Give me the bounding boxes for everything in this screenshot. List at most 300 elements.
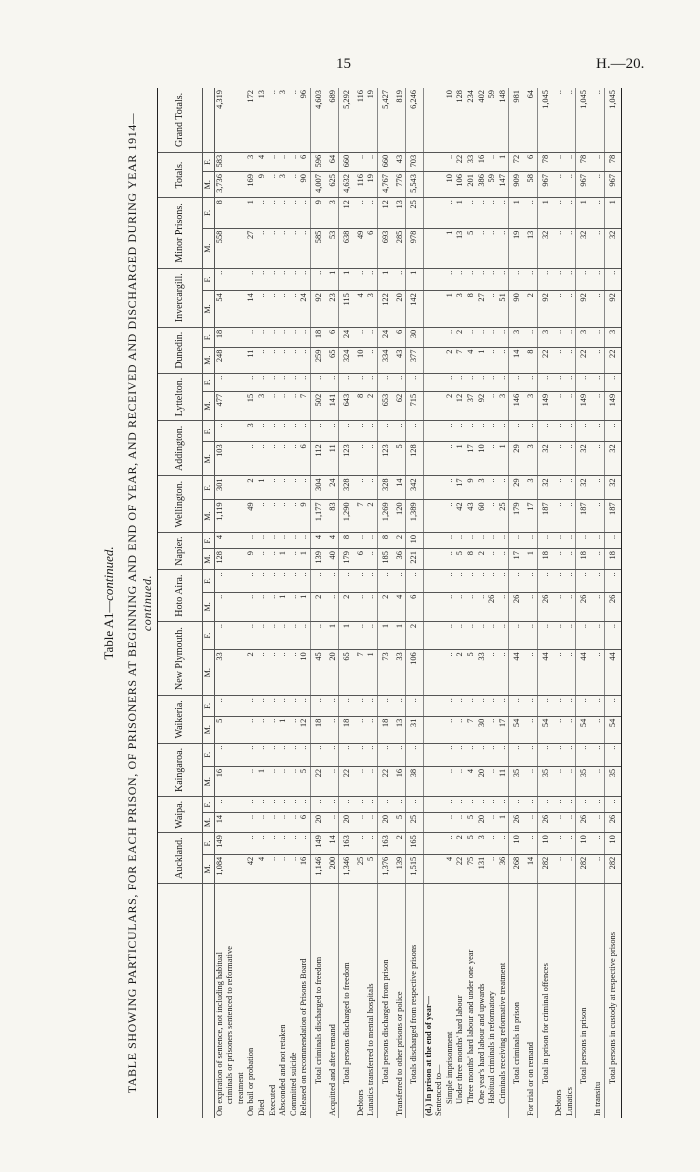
male-subheader: M. [203, 291, 215, 328]
table-cell: 7 [455, 347, 466, 373]
table-cell: 324 [339, 347, 356, 373]
table-cell: 1 [377, 621, 394, 649]
table-cell: .. [526, 532, 537, 548]
table-cell: 1,084 [214, 854, 225, 883]
table-cell: .. [246, 766, 257, 796]
table-cell: .. [466, 421, 477, 442]
table-cell: .. [487, 268, 498, 291]
table-cell: 16 [299, 854, 310, 883]
table-cell: .. [554, 291, 565, 328]
table-cell: .. [268, 532, 279, 548]
table-cell: .. [356, 696, 367, 717]
table-cell: 90 [299, 172, 310, 198]
table-cell: .. [593, 766, 604, 796]
table-cell: 62 [395, 391, 406, 421]
table-cell: .. [445, 696, 456, 717]
table-cell: 6 [526, 152, 537, 171]
table-cell: .. [214, 373, 225, 391]
table-cell: .. [257, 696, 268, 717]
table-cell: 33 [214, 650, 225, 696]
table-cell: 502 [310, 391, 327, 421]
table-cell: .. [356, 198, 367, 229]
table-cell [423, 391, 434, 421]
table-cell: 26 [509, 592, 526, 621]
table-cell: 248 [214, 347, 225, 373]
table-cell: 20 [477, 766, 488, 796]
table-cell: .. [565, 833, 576, 855]
table-cell [236, 766, 247, 796]
row-label: Total persons discharged to freedom [339, 884, 356, 1119]
table-cell: .. [526, 373, 537, 391]
table-cell: 5 [466, 833, 477, 855]
table-cell: .. [455, 743, 466, 766]
table-cell: 4 [466, 347, 477, 373]
table-row [356, 88, 367, 1118]
table-cell: .. [455, 812, 466, 832]
table-cell: .. [537, 743, 554, 766]
table-cell: .. [299, 532, 310, 548]
table-cell: 116 [356, 88, 367, 152]
table-cell: .. [278, 812, 289, 832]
table-cell: .. [477, 198, 488, 229]
table-row [565, 88, 576, 1118]
male-subheader: M. [203, 500, 215, 533]
table-cell: .. [257, 621, 268, 649]
table-cell: .. [278, 291, 289, 328]
row-label: On bail or probation [246, 1047, 256, 1116]
table-cell [423, 88, 434, 152]
table-cell [236, 500, 247, 533]
table-cell: 75 [466, 854, 477, 883]
table-cell [236, 696, 247, 717]
table-cell: 1 [477, 347, 488, 373]
female-subheader: F. [203, 743, 215, 766]
table-cell: 14 [509, 347, 526, 373]
table-cell: .. [246, 743, 257, 766]
table-row [487, 88, 498, 1118]
table-cell: 10 [445, 172, 456, 198]
table-cell: 25 [498, 500, 509, 533]
table-cell: 17 [498, 716, 509, 743]
table-cell: 149 [576, 391, 593, 421]
table-cell: .. [310, 373, 327, 391]
table-cell: .. [366, 476, 377, 500]
table-cell: .. [477, 228, 488, 268]
row-label: For trial or on remand [526, 1042, 536, 1116]
table-cell: .. [289, 327, 300, 347]
table-cell: .. [257, 500, 268, 533]
table-cell: .. [565, 570, 576, 592]
table-cell: .. [565, 532, 576, 548]
table-cell: .. [406, 373, 424, 391]
table-cell: .. [487, 621, 498, 649]
table-cell: .. [477, 268, 488, 291]
table-cell: .. [406, 797, 424, 813]
table-cell: .. [466, 570, 477, 592]
table-caption-suffix: —continued. [125, 112, 154, 632]
table-cell: .. [268, 570, 279, 592]
row-label: Three months' hard labour and under one year [466, 949, 476, 1104]
table-cell [423, 696, 434, 717]
table-cell [423, 476, 434, 500]
table-cell: .. [278, 442, 289, 476]
male-subheader: M. [203, 391, 215, 421]
table-cell: 9 [257, 172, 268, 198]
table-cell: .. [278, 743, 289, 766]
table-cell [225, 391, 236, 421]
table-cell: 22 [377, 766, 394, 796]
table-cell [225, 421, 236, 442]
table-cell: .. [356, 570, 367, 592]
table-cell: .. [268, 88, 279, 152]
table-cell: .. [310, 743, 327, 766]
table-cell: 179 [339, 549, 356, 570]
table-cell [225, 442, 236, 476]
table-cell: .. [509, 621, 526, 649]
table-cell: .. [477, 621, 488, 649]
table-cell: .. [445, 442, 456, 476]
table-cell: .. [593, 500, 604, 533]
table-cell: 6 [328, 327, 339, 347]
table-cell [236, 854, 247, 883]
table-cell: 5,292 [339, 88, 356, 152]
table-cell: 35 [576, 766, 593, 796]
table-cell: .. [377, 570, 394, 592]
rotated-table-page [95, 88, 695, 1118]
table-cell: 149 [310, 833, 327, 855]
table-cell [236, 373, 247, 391]
table-cell [434, 500, 445, 533]
table-cell: .. [604, 797, 622, 813]
table-cell: .. [604, 743, 622, 766]
table-cell [236, 650, 247, 696]
table-cell: 123 [339, 442, 356, 476]
table-cell: 1 [246, 198, 257, 229]
row-label: Lunatics transferred to mental hospitals [366, 983, 376, 1116]
table-cell: 1 [257, 766, 268, 796]
table-cell: .. [328, 592, 339, 621]
table-cell: .. [445, 570, 456, 592]
table-cell: .. [299, 198, 310, 229]
table-cell [225, 549, 236, 570]
table-cell: 8 [466, 291, 477, 328]
table-cell: .. [214, 797, 225, 813]
table-cell: .. [328, 373, 339, 391]
table-cell: 43 [466, 500, 477, 533]
table-cell: 13 [257, 88, 268, 152]
table-cell: .. [278, 228, 289, 268]
table-cell: .. [328, 812, 339, 832]
table-cell: .. [246, 797, 257, 813]
table-cell: .. [356, 532, 367, 548]
table-row [257, 88, 268, 1118]
table-cell [225, 766, 236, 796]
table-cell: .. [565, 291, 576, 328]
table-cell: 10 [477, 442, 488, 476]
table-cell: .. [328, 766, 339, 796]
table-cell: 4 [310, 532, 327, 548]
male-subheader: M. [203, 172, 215, 198]
table-cell: 1,269 [377, 500, 394, 533]
table-cell: 8 [526, 347, 537, 373]
male-subheader: M. [203, 592, 215, 621]
table-cell: .. [593, 570, 604, 592]
column-header: Invercargill. [158, 268, 203, 327]
row-label: Total persons in custody at respective prisons [604, 884, 622, 1119]
table-cell: .. [278, 500, 289, 533]
row-label: Total in prison for criminal offences [537, 884, 554, 1119]
table-cell: 1,389 [406, 500, 424, 533]
table-cell: .. [487, 476, 498, 500]
table-cell: .. [498, 592, 509, 621]
table-cell: .. [366, 833, 377, 855]
table-cell: 234 [466, 88, 477, 152]
table-cell: .. [257, 291, 268, 328]
table-cell: .. [366, 373, 377, 391]
table-cell: 54 [576, 716, 593, 743]
table-cell: .. [339, 373, 356, 391]
table-cell: 22 [604, 347, 622, 373]
male-subheader: M. [203, 347, 215, 373]
table-cell [225, 268, 236, 291]
table-cell: .. [526, 421, 537, 442]
table-cell: .. [268, 812, 279, 832]
table-cell: 139 [310, 549, 327, 570]
table-cell: .. [509, 743, 526, 766]
table-row [554, 88, 565, 1118]
table-cell [236, 421, 247, 442]
table-cell: .. [268, 549, 279, 570]
table-cell: .. [466, 743, 477, 766]
table-cell: .. [366, 743, 377, 766]
table-cell: .. [604, 570, 622, 592]
table-cell: .. [526, 268, 537, 291]
table-cell [236, 88, 247, 152]
table-cell: .. [604, 621, 622, 649]
table-cell: 49 [356, 228, 367, 268]
column-header: New Plymouth. [158, 621, 203, 695]
female-subheader: F. [203, 532, 215, 548]
table-cell: .. [554, 476, 565, 500]
table-cell: .. [593, 373, 604, 391]
table-cell: .. [593, 743, 604, 766]
table-cell: .. [498, 476, 509, 500]
table-cell: 2 [395, 833, 406, 855]
table-cell: .. [356, 833, 367, 855]
table-cell: 11 [328, 442, 339, 476]
table-cell: 149 [604, 391, 622, 421]
table-cell: .. [576, 743, 593, 766]
table-cell: .. [593, 833, 604, 855]
table-cell [434, 373, 445, 391]
table-cell: 819 [395, 88, 406, 152]
table-cell: .. [377, 373, 394, 391]
table-cell: .. [526, 570, 537, 592]
table-cell: .. [445, 268, 456, 291]
table-cell: .. [604, 373, 622, 391]
table-cell: .. [278, 327, 289, 347]
table-cell: .. [466, 797, 477, 813]
table-cell: 5 [214, 716, 225, 743]
table-cell: .. [565, 421, 576, 442]
table-cell: 8 [377, 532, 394, 548]
table-cell: .. [257, 532, 268, 548]
table-name-suffix: —continued. [101, 546, 116, 613]
table-cell: 2 [445, 347, 456, 373]
table-cell [225, 650, 236, 696]
table-cell: .. [526, 650, 537, 696]
male-subheader: M. [203, 766, 215, 796]
table-cell: .. [299, 373, 310, 391]
table-cell: 92 [576, 291, 593, 328]
table-cell: .. [466, 621, 477, 649]
table-cell: .. [537, 621, 554, 649]
table-cell: 3,736 [214, 172, 225, 198]
table-cell: 43 [395, 347, 406, 373]
table-cell: 5 [455, 549, 466, 570]
table-cell: .. [214, 421, 225, 442]
table-cell: .. [554, 650, 565, 696]
table-cell: .. [445, 198, 456, 229]
table-cell: 24 [377, 327, 394, 347]
table-cell [434, 327, 445, 347]
page-number: 15 [336, 56, 351, 72]
table-cell: .. [366, 268, 377, 291]
table-cell: .. [328, 716, 339, 743]
table-cell: 5 [466, 812, 477, 832]
table-cell: 1 [339, 621, 356, 649]
table-cell: .. [554, 854, 565, 883]
table-cell: 31 [406, 716, 424, 743]
table-cell: .. [289, 797, 300, 813]
table-cell: 2 [455, 327, 466, 347]
table-cell: 967 [576, 172, 593, 198]
table-cell: 172 [246, 88, 257, 152]
column-header: Wellington. [158, 476, 203, 533]
table-row [526, 88, 537, 1118]
table-cell: 1 [328, 268, 339, 291]
table-cell: .. [289, 88, 300, 152]
table-cell: .. [257, 327, 268, 347]
table-cell: .. [299, 476, 310, 500]
table-cell: 116 [356, 172, 367, 198]
table-cell: 78 [604, 152, 622, 171]
table-cell: .. [487, 500, 498, 533]
table-cell [423, 347, 434, 373]
table-row [537, 88, 554, 1118]
table-cell [434, 88, 445, 152]
table-cell: .. [289, 549, 300, 570]
table-cell: .. [278, 621, 289, 649]
table-cell: 5 [395, 812, 406, 832]
table-cell: .. [268, 327, 279, 347]
table-cell [236, 391, 247, 421]
table-cell: .. [268, 766, 279, 796]
table-cell: 29 [509, 476, 526, 500]
row-label: Acquitted and after remand [327, 1024, 337, 1116]
table-cell: .. [246, 696, 257, 717]
table-cell: 8 [356, 391, 367, 421]
table-cell: 1 [604, 198, 622, 229]
table-cell [225, 592, 236, 621]
table-cell: 6,246 [406, 88, 424, 152]
table-cell: .. [593, 696, 604, 717]
table-cell: .. [356, 621, 367, 649]
table-cell: .. [299, 347, 310, 373]
table-cell [423, 500, 434, 533]
table-cell: 10 [537, 833, 554, 855]
table-cell: .. [310, 268, 327, 291]
table-cell: 26 [604, 812, 622, 832]
table-cell [236, 549, 247, 570]
table-cell: .. [257, 549, 268, 570]
table-cell: .. [445, 152, 456, 171]
table-cell: .. [455, 570, 466, 592]
table-cell [423, 743, 434, 766]
table-cell: .. [498, 421, 509, 442]
female-subheader: F. [203, 476, 215, 500]
table-row [366, 88, 377, 1118]
table-cell: .. [395, 373, 406, 391]
table-cell: 32 [537, 228, 554, 268]
table-row [339, 88, 356, 1118]
table-cell: .. [395, 696, 406, 717]
table-cell: 6 [366, 228, 377, 268]
table-cell: 334 [377, 347, 394, 373]
table-cell: 3 [498, 391, 509, 421]
table-cell: .. [554, 532, 565, 548]
table-cell: .. [268, 373, 279, 391]
table-cell: 6 [395, 327, 406, 347]
table-cell: .. [445, 621, 456, 649]
table-cell: 64 [328, 152, 339, 171]
table-cell: .. [445, 716, 456, 743]
table-cell [423, 268, 434, 291]
table-cell: .. [246, 833, 257, 855]
table-cell: .. [366, 549, 377, 570]
table-cell: .. [498, 570, 509, 592]
table-cell: .. [498, 797, 509, 813]
table-cell: 73 [377, 650, 394, 696]
table-cell: 3 [477, 476, 488, 500]
table-cell: .. [554, 570, 565, 592]
table-cell: 59 [487, 88, 498, 152]
table-cell: 4,319 [214, 88, 225, 152]
table-cell: 2 [377, 592, 394, 621]
table-cell [225, 476, 236, 500]
row-label: Totals discharged from respective prisons [406, 884, 424, 1119]
table-cell: 40 [328, 549, 339, 570]
table-cell: .. [498, 268, 509, 291]
table-cell: .. [455, 621, 466, 649]
table-cell: .. [356, 766, 367, 796]
table-cell: .. [328, 570, 339, 592]
table-cell: .. [289, 268, 300, 291]
table-cell [423, 650, 434, 696]
page-reference: H.—20. [596, 56, 645, 72]
table-cell: .. [328, 696, 339, 717]
table-cell: .. [554, 549, 565, 570]
table-cell: 72 [509, 152, 526, 171]
table-cell: 123 [377, 442, 394, 476]
table-cell: .. [487, 291, 498, 328]
table-cell: 638 [339, 228, 356, 268]
table-cell: .. [487, 696, 498, 717]
table-cell: .. [565, 716, 576, 743]
table-cell: .. [257, 833, 268, 855]
table-cell: .. [289, 812, 300, 832]
table-row [328, 88, 339, 1118]
